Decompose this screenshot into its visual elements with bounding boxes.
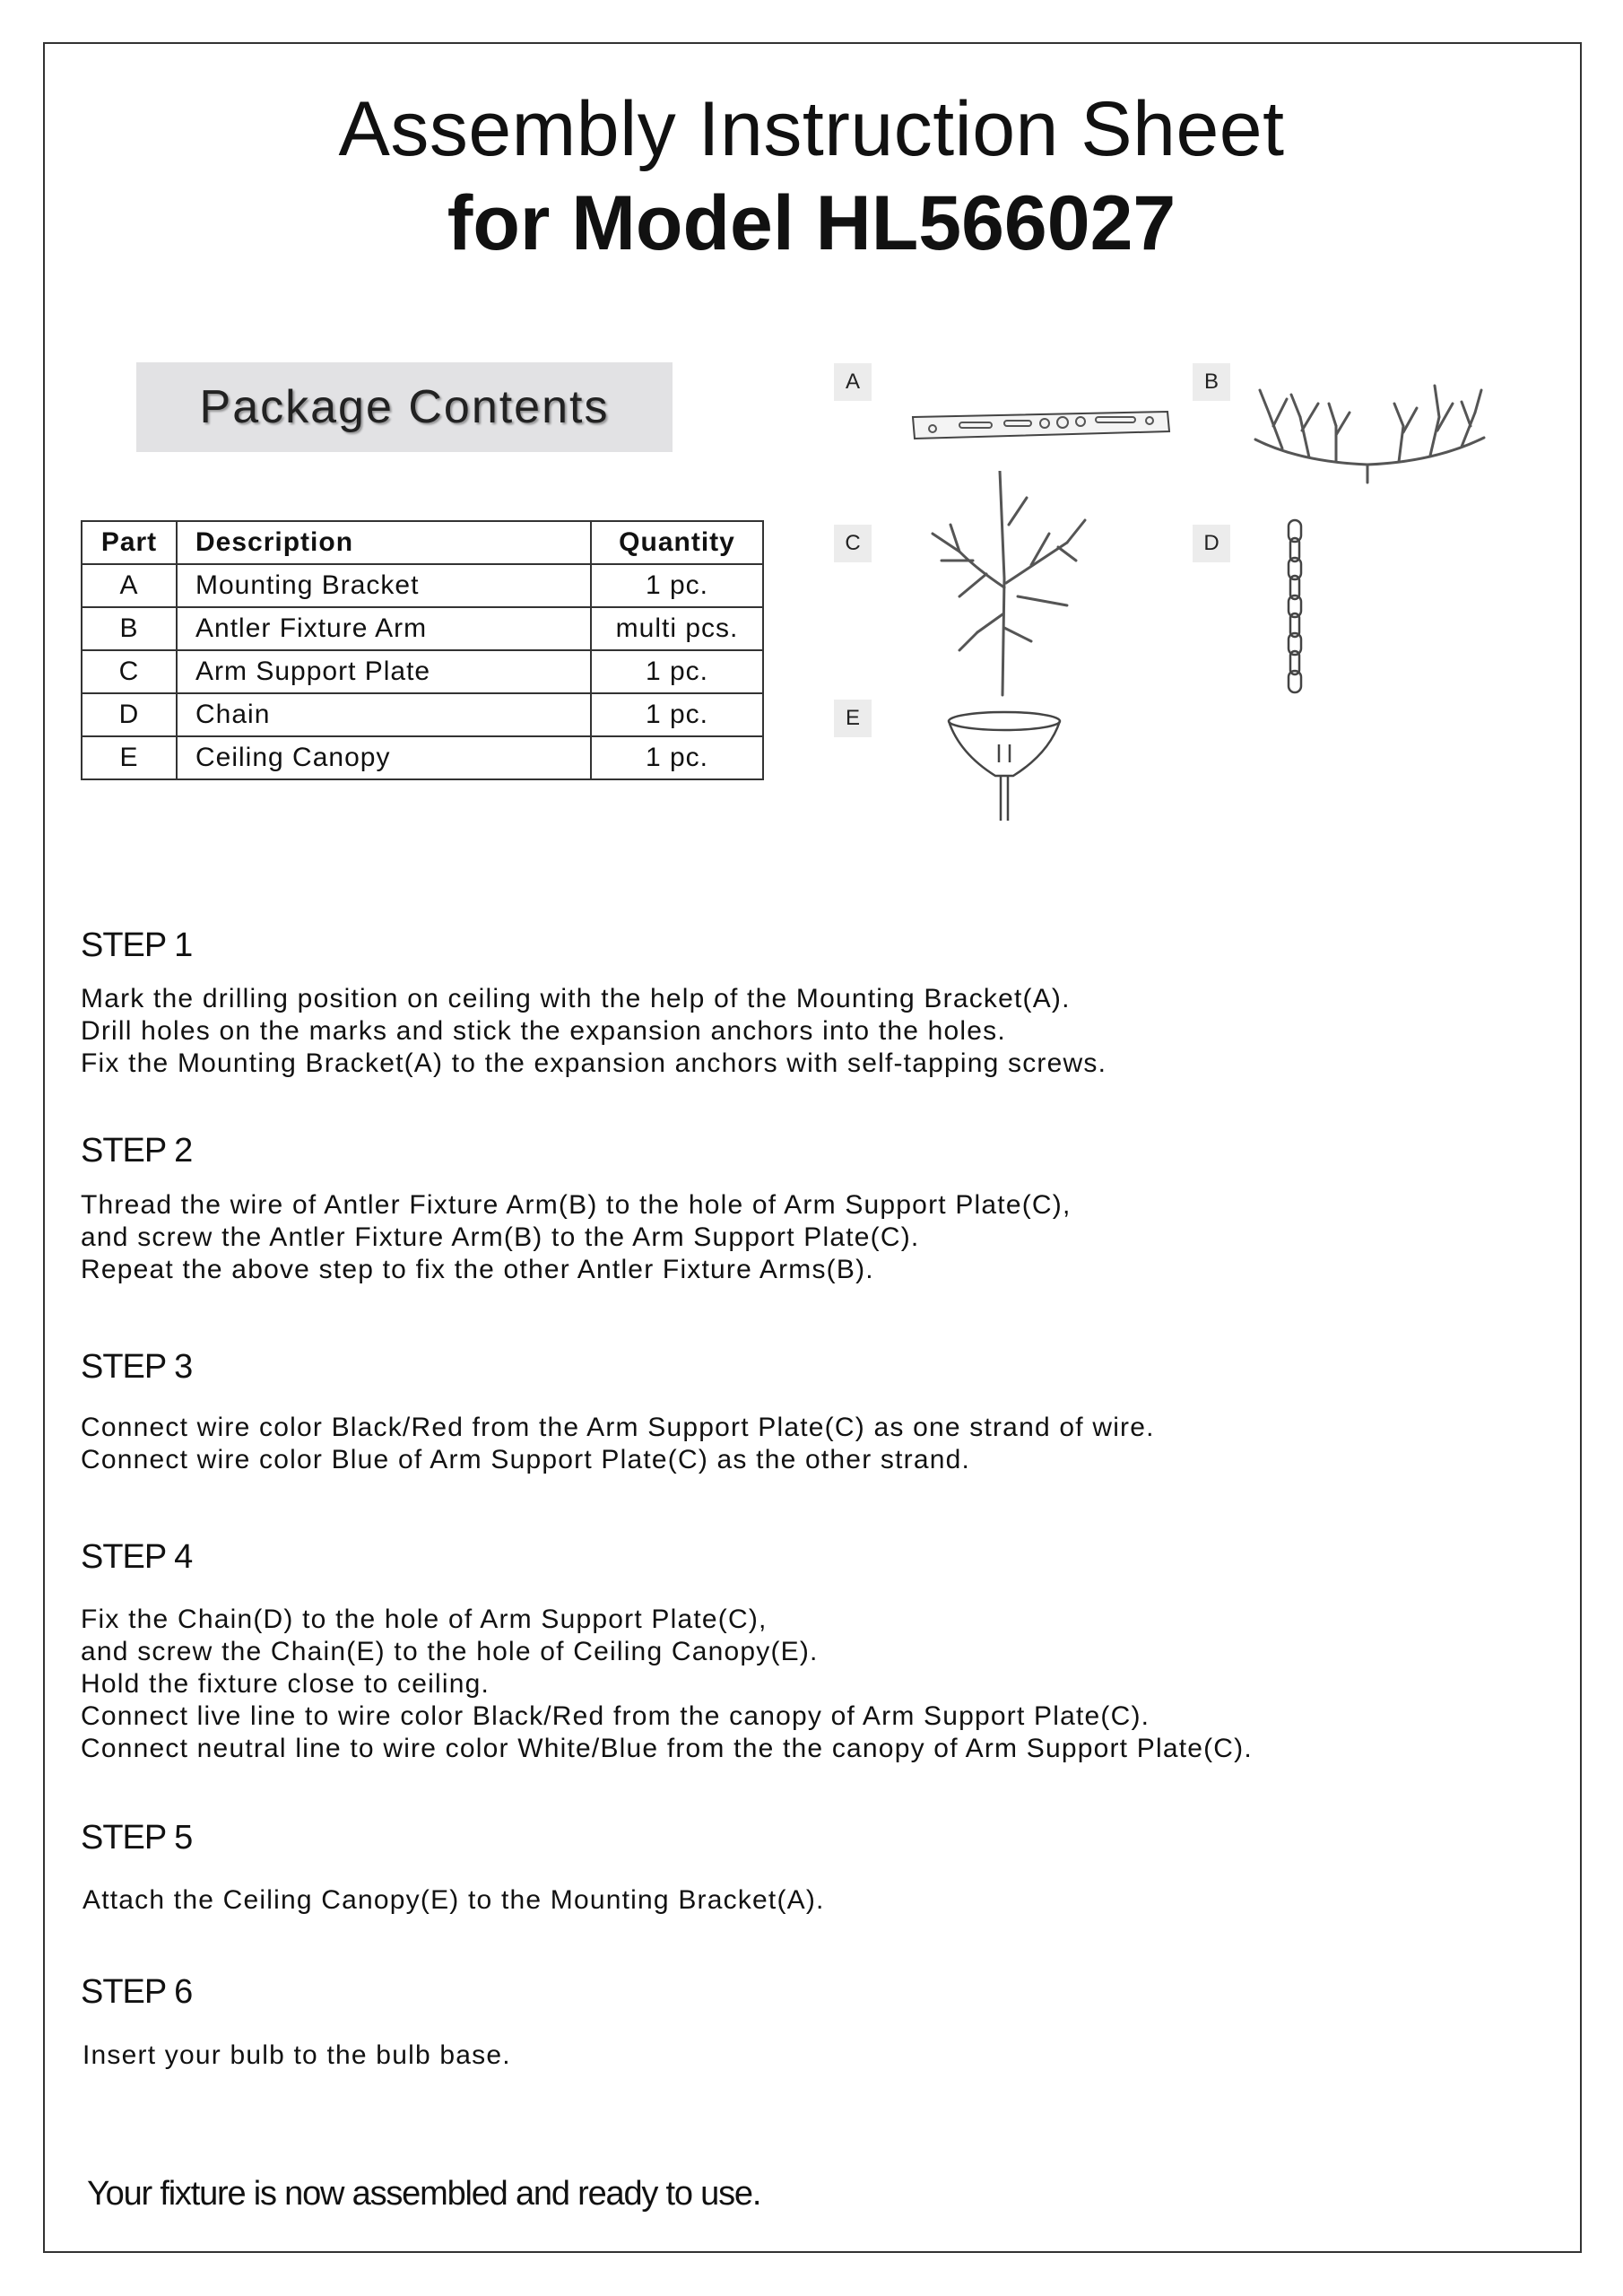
part-quantity: 1 pc. (591, 564, 763, 607)
step-line: Connect neutral line to wire color White/Blue from the the canopy of Arm Support Plate(C). (81, 1734, 1253, 1763)
step-line: Fix the Chain(D) to the hole of Arm Support Plate(C), (81, 1605, 768, 1634)
part-tag-a: A (834, 363, 872, 401)
table-row (82, 650, 763, 693)
step-5-heading: STEP 5 (81, 1819, 193, 1857)
step-1-heading: STEP 1 (81, 926, 193, 964)
step-line: Fix the Mounting Bracket(A) to the expansion anchors with self-tapping screws. (81, 1048, 1107, 1078)
step-line: Thread the wire of Antler Fixture Arm(B) to the hole of Arm Support Plate(C), (81, 1190, 1072, 1220)
step-line: Connect wire color Blue of Arm Support Plate(C) as the other strand. (81, 1445, 971, 1474)
step-6-heading: STEP 6 (81, 1973, 193, 2011)
step-3-heading: STEP 3 (81, 1348, 193, 1386)
step-line: and screw the Chain(E) to the hole of Ceiling Canopy(E). (81, 1637, 819, 1666)
column-header-description: Description (177, 521, 591, 564)
part-description: Antler Fixture Arm (177, 607, 591, 650)
part-letter: C (82, 650, 177, 693)
step-line: Mark the drilling position on ceiling with the help of the Mounting Bracket(A). (81, 984, 1071, 1013)
step-line: Drill holes on the marks and stick the expansion anchors into the holes. (81, 1016, 1006, 1046)
step-6-text (82, 2039, 511, 2072)
step-line: Hold the fixture close to ceiling. (81, 1669, 490, 1699)
part-description: Mounting Bracket (177, 564, 591, 607)
step-2-heading: STEP 2 (81, 1132, 193, 1170)
column-header-quantity: Quantity (591, 521, 763, 564)
table-row (82, 564, 763, 607)
step-4-text (81, 1604, 1253, 1765)
step-3-text (81, 1412, 1155, 1476)
part-quantity: 1 pc. (591, 693, 763, 736)
model-title: for Model HL566027 (447, 180, 1176, 266)
table-row (82, 693, 763, 736)
mounting-bracket-illustration (906, 399, 1175, 453)
part-quantity: 1 pc. (591, 736, 763, 779)
part-letter: B (82, 607, 177, 650)
step-line: Insert your bulb to the bulb base. (82, 2040, 511, 2070)
step-4-heading: STEP 4 (81, 1538, 193, 1576)
part-quantity: multi pcs. (591, 607, 763, 650)
part-description: Arm Support Plate (177, 650, 591, 693)
ceiling-canopy-illustration (942, 709, 1067, 825)
arm-support-plate-illustration (924, 471, 1094, 700)
part-letter: E (82, 736, 177, 779)
part-tag-e: E (834, 700, 872, 737)
part-tag-d: D (1193, 525, 1230, 562)
closing-note: Your fixture is now assembled and ready to use. (87, 2175, 761, 2213)
step-line: Connect wire color Black/Red from the Arm Support Plate(C) as one strand of wire. (81, 1413, 1155, 1442)
column-header-part: Part (82, 521, 177, 564)
part-description: Ceiling Canopy (177, 736, 591, 779)
step-line: Attach the Ceiling Canopy(E) to the Mounting Bracket(A). (82, 1885, 825, 1915)
step-line: Connect live line to wire color Black/Red from the canopy of Arm Support Plate(C). (81, 1701, 1150, 1731)
step-2-text (81, 1189, 1072, 1286)
part-letter: D (82, 693, 177, 736)
antler-arm-illustration (1246, 377, 1493, 489)
parts-table (81, 520, 764, 780)
table-row (82, 607, 763, 650)
table-row (82, 736, 763, 779)
package-contents-heading (136, 362, 673, 452)
page-title: Assembly Instruction Sheet (338, 86, 1285, 172)
table-header-row (82, 521, 763, 564)
chain-illustration (1278, 518, 1314, 698)
part-tag-c: C (834, 525, 872, 562)
step-5-text (82, 1884, 825, 1917)
part-description: Chain (177, 693, 591, 736)
package-contents-label: Package Contents (199, 381, 610, 433)
step-1-text (81, 983, 1107, 1080)
part-letter: A (82, 564, 177, 607)
step-line: and screw the Antler Fixture Arm(B) to the Arm Support Plate(C). (81, 1222, 920, 1252)
step-line: Repeat the above step to fix the other Antler Fixture Arms(B). (81, 1255, 874, 1284)
part-tag-b: B (1193, 363, 1230, 401)
part-quantity: 1 pc. (591, 650, 763, 693)
